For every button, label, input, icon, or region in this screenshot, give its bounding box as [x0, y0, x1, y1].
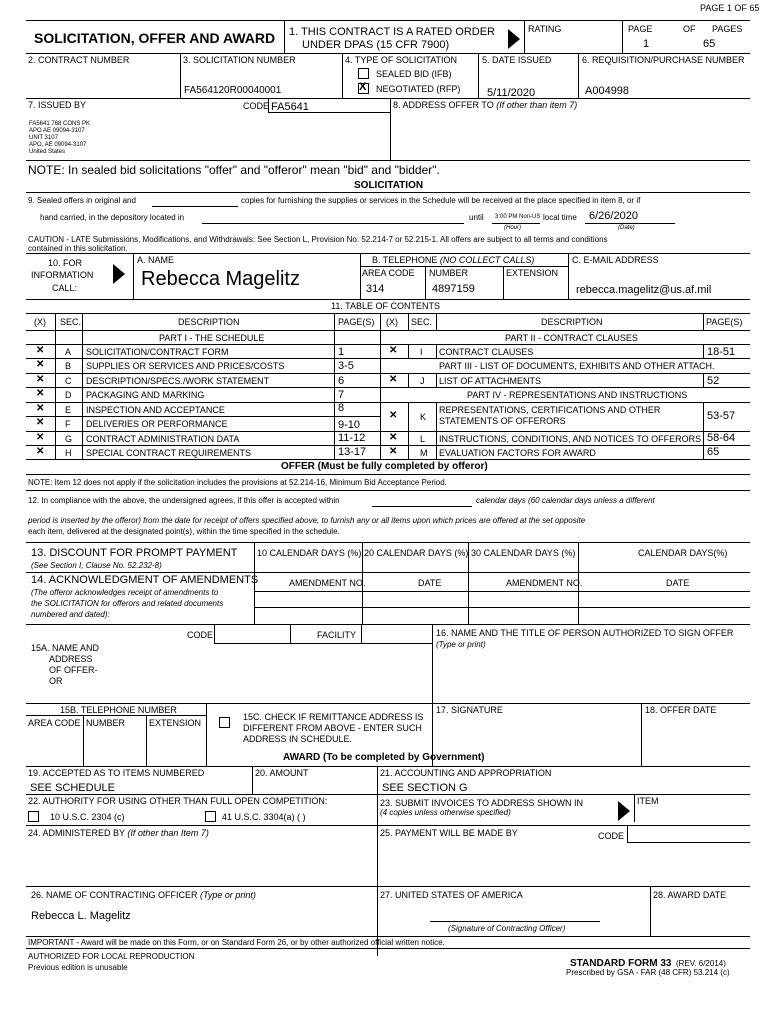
item-20-label: 20. AMOUNT	[255, 768, 309, 778]
item-14-label: 14. ACKNOWLEDGMENT OF AMENDMENTS	[31, 574, 259, 586]
usc-2304-checkbox[interactable]	[28, 811, 39, 822]
item-15a-label-3: OF OFFER-	[49, 665, 98, 675]
sealed-bid-label: SEALED BID (IFB)	[376, 69, 452, 79]
requisition-number: A004998	[585, 85, 630, 97]
toc-check-mark: ✕	[389, 374, 398, 385]
date-issued: 5/11/2020	[487, 87, 536, 99]
item-15c-label: 15C. CHECK IF REMITTANCE ADDRESS IS	[243, 712, 424, 722]
email-label: C. E-MAIL ADDRESS	[572, 255, 659, 265]
item-27-label: 27. UNITED STATES OF AMERICA	[380, 890, 523, 900]
toc-part-4: PART IV - REPRESENTATIONS AND INSTRUCTIONS	[467, 390, 688, 400]
rated-order-label: 1. THIS CONTRACT IS A RATED ORDER	[289, 26, 495, 38]
item-14-note-1: (The offeror acknowledges receipt of amendments to	[31, 588, 219, 597]
rating-label: RATING	[528, 24, 562, 34]
toc-check-mark: ✕	[389, 345, 398, 356]
phone-number-value: 4897159	[432, 283, 475, 295]
toc-desc: DESCRIPTION/SPECS./WORK STATEMENT	[86, 376, 270, 386]
contact-name: Rebecca Magelitz	[141, 268, 300, 290]
toc-pages: 13-17	[338, 446, 367, 458]
amendment-date-label-2: DATE	[666, 578, 690, 588]
item-24-label: 24. ADMINISTERED BY (If other than Item 7)	[28, 828, 209, 838]
issued-by-label: 7. ISSUED BY	[28, 100, 87, 110]
discount-30-label: 30 CALENDAR DAYS (%)	[471, 548, 576, 558]
caution-text-2: contained in this solicitation.	[28, 244, 128, 253]
item-14-note-3: numbered and dated):	[31, 610, 110, 619]
item-25-code-label: CODE	[598, 831, 625, 841]
toc-check-mark: ✕	[36, 388, 45, 399]
toc-desc-header: DESCRIPTION	[178, 317, 240, 327]
local-time-label: local time	[543, 213, 577, 222]
toc-sec: J	[420, 376, 425, 386]
sealed-bid-checkbox[interactable]	[358, 68, 369, 79]
toc-pages: 3-5	[338, 360, 354, 372]
sealed-bid-note: NOTE: In sealed bid solicitations "offer" and "offeror" mean "bid" and "bidder".	[28, 163, 440, 177]
negotiated-check-mark: X	[359, 81, 367, 93]
toc-pages: 58-64	[707, 432, 736, 444]
toc-check-mark: ✕	[36, 432, 45, 443]
toc-sec: F	[65, 419, 71, 429]
item-15c-label-2: DIFFERENT FROM ABOVE - ENTER SUCH	[243, 723, 422, 733]
item-21-label: 21. ACCOUNTING AND APPROPRIATION	[380, 768, 552, 778]
toc-desc-header-2: DESCRIPTION	[541, 317, 603, 327]
issuer-address: FA5641 768 CONS PK APO AE 09094-3107 UNIT 3107 APO, AE 09094-3107 United States	[29, 121, 91, 155]
previous-edition-note: Previous edition is unusable	[28, 963, 128, 972]
usc-3304-label: 41 U.S.C. 3304(a) ( )	[222, 812, 306, 822]
toc-pages: 8	[338, 402, 345, 414]
toc-sec: L	[420, 434, 426, 444]
remittance-checkbox[interactable]	[219, 717, 230, 728]
toc-pages: 11-12	[338, 432, 366, 444]
item-17-label: 17. SIGNATURE	[436, 705, 503, 715]
toc-desc: CONTRACT CLAUSES	[439, 347, 534, 357]
toc-check-mark: ✕	[389, 410, 398, 421]
receipt-date: 6/26/2020	[589, 210, 638, 222]
item-12-text-3: period is inserted by the offeror) from the date for receipt of offers specified above, to furnish any or all items upon which prices are offered at the set opposite	[28, 516, 586, 525]
item-19-label: 19. ACCEPTED AS TO ITEMS NUMBERED	[28, 768, 205, 778]
date-caption: (Date)	[618, 225, 635, 231]
toc-pages: 53-57	[707, 410, 736, 422]
toc-check-mark: ✕	[389, 446, 398, 457]
amendment-date-label: DATE	[418, 578, 442, 588]
form-number: STANDARD FORM 33 (REV. 6/2014)	[570, 958, 726, 969]
toc-desc: SOLICITATION/CONTRACT FORM	[86, 347, 229, 357]
toc-desc-2: STATEMENTS OF OFFERORS	[439, 416, 566, 426]
toc-desc: REPRESENTATIONS, CERTIFICATIONS AND OTHER	[439, 405, 661, 415]
item-15a-label-2: ADDRESS	[49, 654, 93, 664]
toc-check-mark: ✕	[36, 345, 45, 356]
item-22-label: 22. AUTHORITY FOR USING OTHER THAN FULL OPEN COMPETITION:	[28, 796, 328, 806]
item-9-text-c: hand carried, in the depository located in	[40, 213, 185, 222]
offeror-number-label: NUMBER	[86, 718, 126, 728]
date-issued-label: 5. DATE ISSUED	[482, 55, 552, 65]
item-15c-label-3: ADDRESS IN SCHEDULE.	[243, 734, 353, 744]
toc-sec: G	[65, 434, 73, 444]
toc-check-mark: ✕	[36, 446, 45, 457]
item-15a-label-4: OR	[49, 676, 63, 686]
page-label: PAGE	[628, 24, 653, 34]
toc-check-mark: ✕	[36, 417, 45, 428]
code-label: CODE	[243, 101, 270, 111]
toc-x-header: (X)	[34, 317, 46, 327]
toc-sec-header-2: SEC.	[411, 317, 433, 327]
item-12-text-2: calendar days (60 calendar days unless a different	[476, 496, 655, 505]
area-code-value: 314	[366, 283, 385, 295]
dpas-label: UNDER DPAS (15 CFR 7900)	[302, 39, 450, 51]
important-note: IMPORTANT - Award will be made on this Form, or on Standard Form 26, or by other authorized official written notice.	[28, 938, 445, 947]
toc-sec: M	[420, 448, 428, 458]
toc-pages: 7	[338, 389, 345, 401]
toc-pages: 18-51	[707, 346, 736, 358]
item-23-note: (4 copies unless otherwise specified)	[380, 808, 511, 817]
page-count: PAGE 1 OF 65	[700, 3, 760, 13]
contract-number-label: 2. CONTRACT NUMBER	[28, 55, 130, 65]
item-9-text-b: copies for furnishing the supplies or services in the Schedule will be received at the place specified in item 8, or if	[241, 196, 641, 205]
toc-sec: B	[65, 361, 72, 371]
toc-pages: 9-10	[338, 419, 361, 431]
item-12-text: 12. In compliance with the above, the undersigned agrees, if this offer is accepted within	[28, 496, 340, 505]
offer-heading: OFFER (Must be fully completed by offeror)	[281, 461, 488, 472]
item-25-label: 25. PAYMENT WILL BE MADE BY	[380, 828, 518, 838]
pages-value: 65	[703, 38, 716, 50]
toc-desc: SUPPLIES OR SERVICES AND PRICES/COSTS	[86, 361, 285, 371]
discount-10-label: 10 CALENDAR DAYS (%)	[257, 548, 362, 558]
page-value: 1	[643, 38, 650, 50]
amendment-no-label: AMENDMENT NO.	[289, 578, 366, 588]
amendment-no-label-2: AMENDMENT NO.	[506, 578, 583, 588]
item-10-label-2: INFORMATION	[31, 270, 94, 280]
toc-desc: SPECIAL CONTRACT REQUIREMENTS	[86, 448, 252, 458]
negotiated-label: NEGOTIATED (RFP)	[376, 84, 461, 94]
item-23-label: 23. SUBMIT INVOICES TO ADDRESS SHOWN IN	[380, 798, 584, 808]
toc-sec-header: SEC.	[60, 317, 82, 327]
toc-sec: E	[65, 405, 72, 415]
item-9-text-a: 9. Sealed offers in original and	[28, 196, 136, 205]
facility-label: FACILITY	[317, 630, 357, 640]
toc-pages-header-2: PAGE(S)	[706, 317, 743, 327]
issuer-code: FA5641	[271, 101, 309, 113]
form-title: SOLICITATION, OFFER AND AWARD	[34, 30, 276, 46]
item-15a-label: 15A. NAME AND	[31, 643, 100, 653]
toc-check-mark: ✕	[389, 432, 398, 443]
toc-pages-header: PAGE(S)	[338, 317, 375, 327]
toc-part-3: PART III - LIST OF DOCUMENTS, EXHIBITS AND OTHER ATTACH.	[439, 361, 715, 371]
toc-check-mark: ✕	[36, 403, 45, 414]
item-28-label: 28. AWARD DATE	[653, 890, 727, 900]
toc-part-2: PART II - CONTRACT CLAUSES	[505, 333, 638, 343]
until-label: until	[469, 213, 484, 222]
item-12-note: NOTE: Item 12 does not apply if the solicitation includes the provisions at 52.214-16, Minimum Bid Acceptance Period.	[28, 478, 447, 487]
item-10-label-3: CALL:	[52, 283, 78, 293]
item-16-label: 16. NAME AND THE TITLE OF PERSON AUTHORIZED TO SIGN OFFER	[436, 628, 734, 638]
toc-desc: LIST OF ATTACHMENTS	[439, 376, 542, 386]
address-offer-label: 8. ADDRESS OFFER TO (If other than item 7)	[393, 100, 578, 110]
toc-title: 11. TABLE OF CONTENTS	[331, 301, 441, 311]
discount-calendar-label: CALENDAR DAYS(%)	[638, 548, 728, 558]
requisition-label: 6. REQUISITION/PURCHASE NUMBER	[582, 55, 745, 65]
toc-check-mark: ✕	[36, 359, 45, 370]
item-12-text-4: each item, delivered at the designated point(s), within the time specified in the schedule.	[28, 527, 340, 536]
toc-desc: DELIVERIES OR PERFORMANCE	[86, 419, 228, 429]
toc-sec: K	[420, 412, 427, 422]
email-value: rebecca.magelitz@us.af.mil	[576, 284, 712, 296]
arrow-right-icon	[113, 264, 125, 284]
toc-desc: EVALUATION FACTORS FOR AWARD	[439, 448, 596, 458]
toc-pages: 52	[707, 375, 720, 387]
arrow-right-icon	[618, 801, 630, 821]
toc-desc: INSPECTION AND ACCEPTANCE	[86, 405, 225, 415]
toc-desc: CONTRACT ADMINISTRATION DATA	[86, 434, 240, 444]
award-heading: AWARD (To be completed by Government)	[283, 752, 485, 763]
discount-20-label: 20 CALENDAR DAYS (%)	[364, 548, 469, 558]
hour-value: 3:00 PM Non-US	[495, 214, 541, 220]
toc-sec: C	[65, 376, 72, 386]
item-18-label: 18. OFFER DATE	[645, 705, 717, 715]
type-of-solicitation-label: 4. TYPE OF SOLICITATION	[345, 55, 458, 65]
toc-x-header-2: (X)	[386, 317, 398, 327]
hour-caption: (Hour)	[504, 225, 522, 231]
name-label: A. NAME	[137, 255, 175, 265]
toc-sec: A	[65, 347, 72, 357]
toc-pages: 1	[338, 346, 345, 358]
area-code-label: AREA CODE	[362, 268, 415, 278]
toc-pages: 65	[707, 446, 720, 458]
arrow-right-icon	[508, 29, 520, 49]
toc-sec: I	[420, 347, 423, 357]
item-16-note: (Type or print)	[436, 640, 486, 649]
toc-pages: 6	[338, 375, 345, 387]
toc-sec: H	[65, 448, 72, 458]
item-15b-label: 15B. TELEPHONE NUMBER	[60, 705, 177, 715]
toc-desc: INSTRUCTIONS, CONDITIONS, AND NOTICES TO OFFERORS	[439, 434, 702, 444]
authorized-reproduction: AUTHORIZED FOR LOCAL REPRODUCTION	[28, 952, 195, 961]
solicitation-number: FA564120R00040001	[184, 85, 282, 96]
toc-check-mark: ✕	[36, 374, 45, 385]
toc-desc: PACKAGING AND MARKING	[86, 390, 205, 400]
pages-label: PAGES	[712, 24, 743, 34]
solicitation-heading: SOLICITATION	[354, 180, 424, 191]
item-23-item-label: ITEM	[637, 796, 659, 806]
signature-caption: (Signature of Contracting Officer)	[448, 924, 566, 933]
item-26-value: Rebecca L. Magelitz	[31, 910, 131, 922]
item-14-note-2: the SOLICITATION for offerors and related documents	[31, 599, 224, 608]
telephone-label: B. TELEPHONE (NO COLLECT CALLS)	[372, 255, 535, 265]
offeror-code-label: CODE	[187, 630, 214, 640]
offeror-extension-label: EXTENSION	[149, 718, 202, 728]
item-13-note: (See Section I, Clause No. 52.232-8)	[31, 561, 162, 570]
item-21-value: SEE SECTION G	[382, 782, 468, 794]
offeror-area-code-label: AREA CODE	[28, 718, 81, 728]
item-19-value: SEE SCHEDULE	[30, 782, 115, 794]
of-label: OF	[683, 24, 696, 34]
solicitation-number-label: 3. SOLICITATION NUMBER	[183, 55, 296, 65]
toc-sec: D	[65, 390, 72, 400]
item-13-label: 13. DISCOUNT FOR PROMPT PAYMENT	[31, 547, 238, 559]
toc-part-1: PART I - THE SCHEDULE	[159, 333, 265, 343]
item-26-label: 26. NAME OF CONTRACTING OFFICER (Type or print)	[31, 890, 256, 900]
number-label: NUMBER	[429, 268, 469, 278]
item-10-label: 10. FOR	[48, 258, 83, 268]
prescribed-by: Prescribed by GSA - FAR (48 CFR) 53.214 (c)	[566, 968, 730, 977]
usc-3304-checkbox[interactable]	[205, 811, 216, 822]
caution-text: CAUTION - LATE Submissions, Modifications, and Withdrawals: See Section L, Provision No. 52.214-7 or 52.215-1. All offers are subject to all terms and conditions	[28, 235, 608, 244]
usc-2304-label: 10 U.S.C. 2304 (c)	[50, 812, 125, 822]
extension-label: EXTENSION	[506, 268, 559, 278]
